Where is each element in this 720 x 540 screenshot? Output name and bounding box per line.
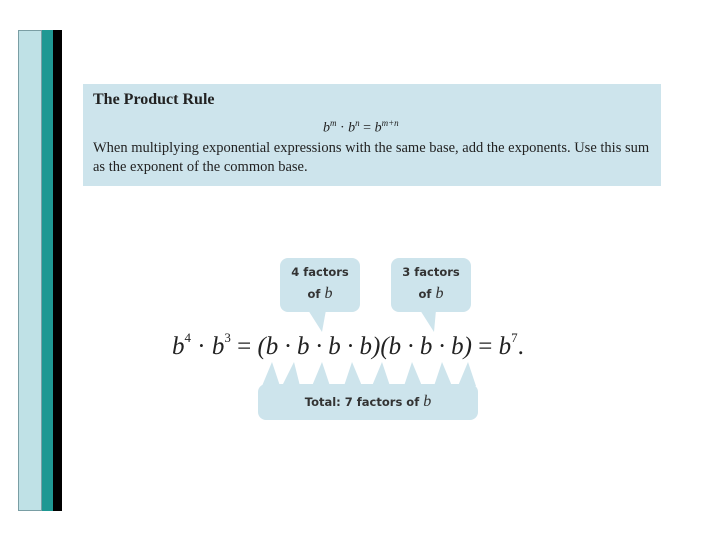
sidebar-light-stripe bbox=[18, 30, 42, 511]
formula-base-2: b bbox=[348, 120, 356, 136]
formula-equals: = bbox=[363, 120, 372, 136]
formula-exp-2: n bbox=[355, 118, 360, 128]
callout-total-factors bbox=[258, 384, 478, 420]
callout-1-pointer bbox=[308, 310, 326, 332]
eq-dot: · bbox=[197, 333, 206, 360]
rule-description: When multiplying exponential expressions with the same base, add the exponents. Use this sum as the exponent of the common base. bbox=[93, 140, 650, 175]
callout-1-line1: 4 factors bbox=[291, 265, 349, 279]
eq-lhs-exp-2: 3 bbox=[224, 330, 231, 345]
rule-formula bbox=[323, 118, 399, 137]
total-callout-pointers bbox=[262, 362, 476, 386]
callout-2-line2 bbox=[391, 283, 471, 305]
sidebar-black-stripe bbox=[53, 30, 62, 511]
formula-base-1: b bbox=[323, 120, 330, 136]
callout-four-factors bbox=[280, 258, 360, 312]
callout-total-var: b bbox=[423, 393, 432, 410]
eq-lhs-base-1: b bbox=[172, 333, 185, 360]
expanded-equation bbox=[172, 330, 524, 361]
eq-lhs-base-2: b bbox=[211, 333, 225, 360]
callout-2-line1: 3 factors bbox=[402, 265, 460, 279]
sidebar-teal-stripe bbox=[42, 30, 53, 511]
eq-group-2: (b · b · b) bbox=[380, 333, 472, 360]
callout-1-var: b bbox=[324, 285, 333, 302]
callout-three-factors bbox=[391, 258, 471, 312]
product-rule-box bbox=[83, 84, 661, 186]
eq-rhs-base: b bbox=[498, 333, 512, 360]
callout-total-text: Total: 7 factors of bbox=[304, 395, 420, 409]
eq-group-1: (b · b · b · b) bbox=[257, 333, 381, 360]
formula-exp-3: m+n bbox=[381, 118, 399, 128]
formula-base-3: b bbox=[374, 120, 382, 136]
formula-exp-1: m bbox=[330, 118, 337, 128]
callout-1-line2 bbox=[280, 283, 360, 305]
formula-dot: · bbox=[340, 120, 345, 136]
callout-2-var: b bbox=[435, 285, 444, 302]
eq-rhs-exp: 7 bbox=[511, 330, 518, 345]
callout-2-of: of bbox=[418, 287, 432, 301]
rule-title: The Product Rule bbox=[93, 91, 215, 108]
eq-equals-2: = bbox=[478, 333, 493, 360]
eq-equals: = bbox=[237, 333, 252, 360]
eq-lhs-exp-1: 4 bbox=[184, 330, 191, 345]
eq-period: . bbox=[517, 333, 524, 360]
callout-1-of: of bbox=[307, 287, 321, 301]
callout-2-pointer bbox=[420, 310, 436, 332]
